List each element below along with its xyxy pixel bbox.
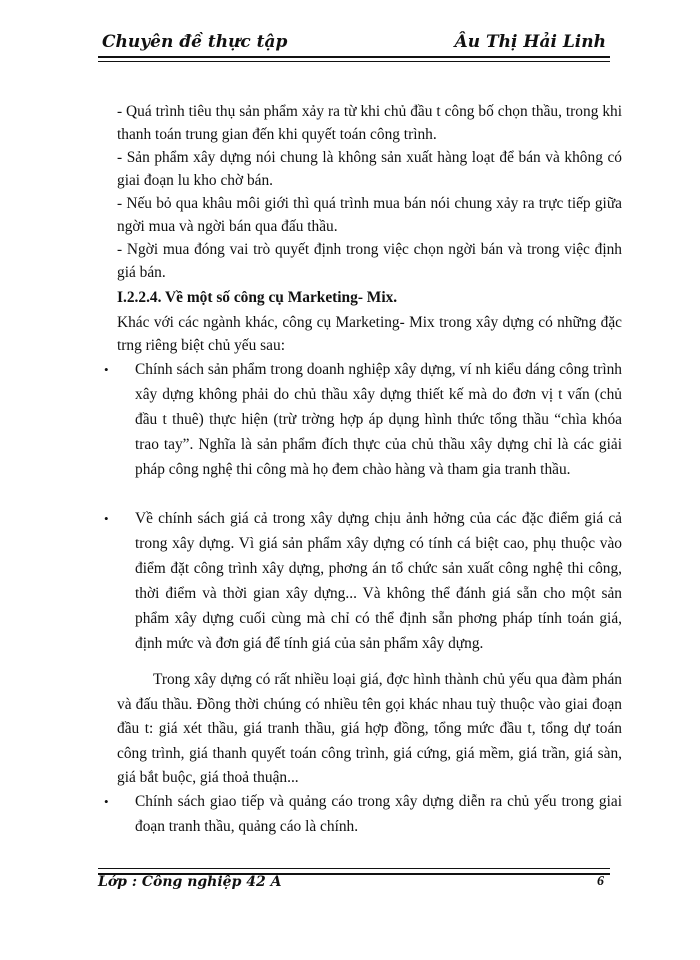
header-title: Chuyên đề thực tập xyxy=(102,32,288,52)
page-header xyxy=(98,28,610,60)
paragraph-5: Khác với các ngành khác, công cụ Marketing- Mix trong xây dựng có những đặc trng riêng biệt chủ yếu sau: xyxy=(117,314,622,354)
bullet-text-product-policy: Chính sách sản phẩm trong doanh nghiệp xây dựng, ví nh kiểu dáng công trình xây dựng không phải do chủ thầu xây dựng thiết kế mà do đơn vị t vấn (chủ đầu t thuê) thực hiện (trừ trờng hợp áp dụng hình thức tổng thầu “chìa khóa trao tay”. Nghĩa là sản phẩm đích thực của chủ thầu xây dựng chỉ là các giải pháp công nghệ thi công mà họ đem chào hàng và tham gia tranh thầu. xyxy=(135,361,622,478)
bullet-icon: • xyxy=(104,511,109,526)
bullet-text-promotion-policy: Chính sách giao tiếp và quảng cáo trong xây dựng diễn ra chủ yếu trong giai đoạn tranh thầu, quảng cáo là chính. xyxy=(135,793,622,835)
section-heading: I.2.2.4. Về một số công cụ Marketing- Mix. xyxy=(117,289,398,306)
bullet-text-price-policy: Về chính sách giá cả trong xây dựng chịu ảnh hởng của các đặc điểm giá cả trong xây dựng. Vì giá sản phẩm xây dựng có tính cá biệt cao, phụ thuộc vào điểm đặt công trình xây dựng, phơng án tổ chức sản xuất công nghệ thi công, thời điểm và thời gian xây dựng... Và không thể đánh giá sẵn cho một sản phẩm xây dựng cuối cùng mà chỉ có thể định sẵn phơng pháp tính toán giá, định mức và đơn giá để tính giá của sản phẩm xây dựng. xyxy=(135,510,622,652)
paragraph-6: Trong xây dựng có rất nhiều loại giá, đợc hình thành chủ yếu qua đàm phán và đấu thầu. Đồng thời chúng có nhiều tên gọi khác nhau tuỳ thuộc vào giai đoạn đầu t: giá xét thầu, giá tranh thầu, giá hợp đồng, tổng mức đầu t, tổng dự toán công trình, giá thanh quyết toán công trình, giá cứng, giá mềm, giá trần, giá sàn, giá bắt buộc, giá thoả thuận... xyxy=(117,671,622,786)
page-number: 6 xyxy=(597,874,604,889)
page-footer xyxy=(98,868,610,908)
bullet-icon: • xyxy=(104,362,109,377)
paragraph-4: - Ngời mua đóng vai trò quyết định trong việc chọn ngời bán và trong việc định giá bán. xyxy=(117,241,622,281)
paragraph-1: - Quá trình tiêu thụ sản phẩm xảy ra từ khi chủ đầu t công bố chọn thầu, trong khi thanh toán trung gian đến khi quyết toán công trình. xyxy=(117,103,622,143)
header-author: Âu Thị Hải Linh xyxy=(454,32,606,52)
header-rule-thick xyxy=(98,56,610,58)
header-rule-thin xyxy=(98,61,610,62)
bullet-icon: • xyxy=(104,794,109,809)
paragraph-2: - Sản phẩm xây dựng nói chung là không sản xuất hàng loạt để bán và không có giai đoạn lu kho chờ bán. xyxy=(117,149,622,189)
footer-rule-thin xyxy=(98,868,610,869)
footer-class: Lớp : Công nghiệp 42 A xyxy=(98,874,282,890)
paragraph-3: - Nếu bỏ qua khâu môi giới thì quá trình mua bán nói chung xảy ra trực tiếp giữa ngời mua và ngời bán qua đấu thầu. xyxy=(117,195,622,235)
